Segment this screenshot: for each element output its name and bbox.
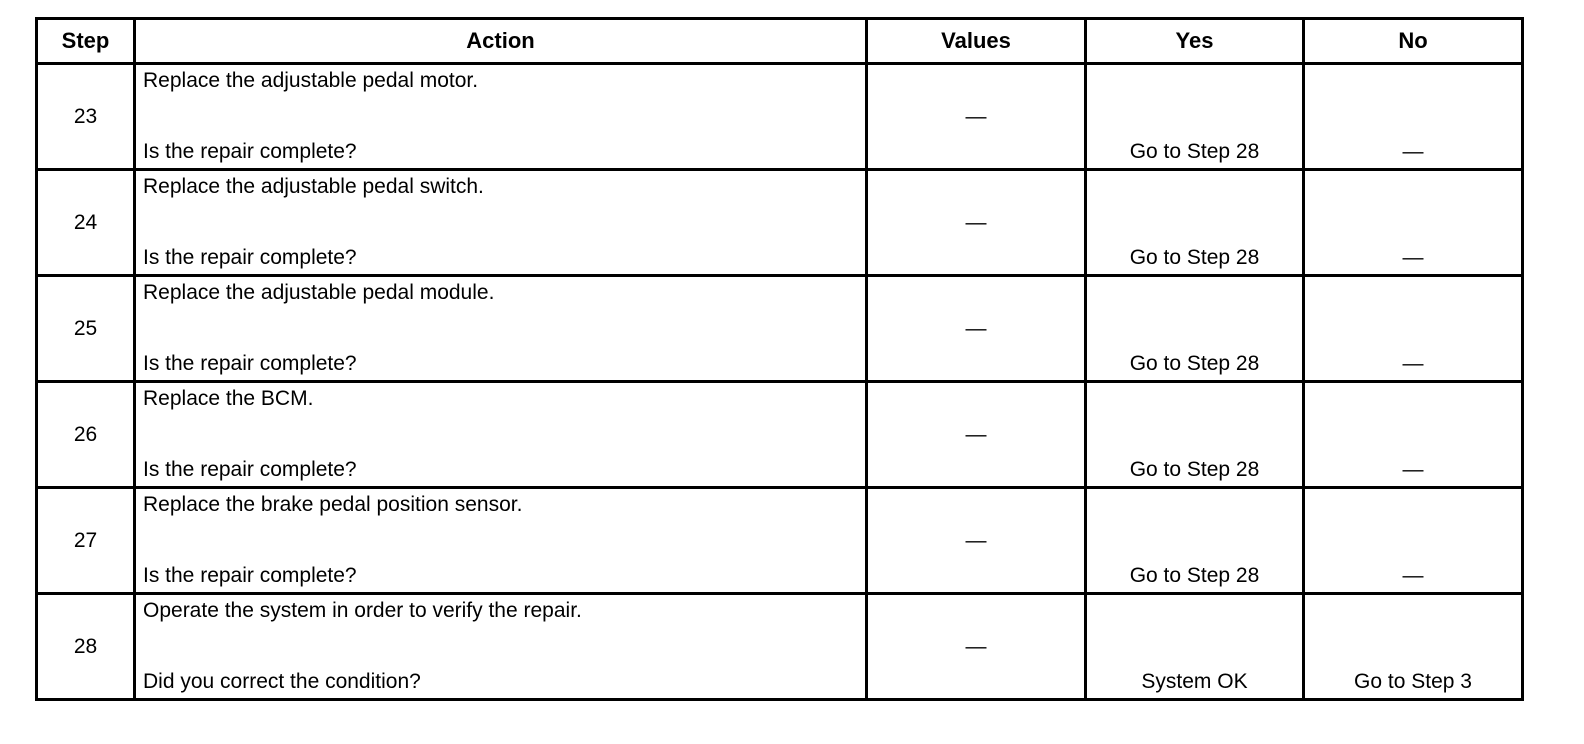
action-instruction: Replace the adjustable pedal motor.: [143, 69, 479, 92]
action-instruction: Operate the system in order to verify the repair.: [143, 599, 582, 622]
yes-result: Go to Step 28: [1129, 246, 1260, 269]
values-cell: —: [867, 594, 1086, 700]
step-number: 27: [37, 488, 135, 594]
header-yes: Yes: [1086, 19, 1304, 64]
step-number: 26: [37, 382, 135, 488]
table-row: [37, 64, 1523, 170]
table-row: [37, 488, 1523, 594]
no-result: Go to Step 3: [1354, 670, 1472, 693]
action-instruction: Replace the adjustable pedal switch.: [143, 175, 484, 198]
action-cell: [135, 64, 867, 170]
action-instruction: Replace the BCM.: [143, 387, 314, 410]
table-row: [37, 276, 1523, 382]
yes-cell: [1086, 382, 1304, 488]
yes-result: Go to Step 28: [1129, 352, 1260, 375]
no-cell: [1304, 276, 1523, 382]
table-row: [37, 594, 1523, 700]
step-number: 24: [37, 170, 135, 276]
no-result: —: [1402, 564, 1424, 587]
yes-result: Go to Step 28: [1129, 564, 1260, 587]
no-cell: [1304, 64, 1523, 170]
yes-cell: [1086, 64, 1304, 170]
values-cell: —: [867, 488, 1086, 594]
yes-result: System OK: [1141, 670, 1248, 693]
table-row: [37, 382, 1523, 488]
no-result: —: [1402, 140, 1424, 163]
values-cell: —: [867, 64, 1086, 170]
step-number: 28: [37, 594, 135, 700]
no-result: —: [1402, 246, 1424, 269]
header-action: Action: [135, 19, 867, 64]
action-cell: [135, 382, 867, 488]
yes-cell: [1086, 594, 1304, 700]
action-cell: [135, 594, 867, 700]
action-cell: [135, 276, 867, 382]
no-result: —: [1402, 352, 1424, 375]
no-cell: [1304, 594, 1523, 700]
header-row: [37, 19, 1523, 64]
action-question: Did you correct the condition?: [143, 670, 421, 693]
action-question: Is the repair complete?: [143, 246, 357, 269]
header-no: No: [1304, 19, 1523, 64]
header-values: Values: [867, 19, 1086, 64]
no-cell: [1304, 488, 1523, 594]
action-question: Is the repair complete?: [143, 564, 357, 587]
step-number: 23: [37, 64, 135, 170]
yes-result: Go to Step 28: [1129, 140, 1260, 163]
action-instruction: Replace the brake pedal position sensor.: [143, 493, 523, 516]
header-step: Step: [37, 19, 135, 64]
values-cell: —: [867, 276, 1086, 382]
action-cell: [135, 488, 867, 594]
no-result: —: [1402, 458, 1424, 481]
action-question: Is the repair complete?: [143, 352, 357, 375]
values-cell: —: [867, 382, 1086, 488]
action-question: Is the repair complete?: [143, 140, 357, 163]
values-cell: —: [867, 170, 1086, 276]
action-instruction: Replace the adjustable pedal module.: [143, 281, 495, 304]
diagnostic-table: [35, 17, 1524, 701]
yes-cell: [1086, 276, 1304, 382]
step-number: 25: [37, 276, 135, 382]
action-question: Is the repair complete?: [143, 458, 357, 481]
yes-cell: [1086, 170, 1304, 276]
yes-cell: [1086, 488, 1304, 594]
action-cell: [135, 170, 867, 276]
table-row: [37, 170, 1523, 276]
no-cell: [1304, 382, 1523, 488]
no-cell: [1304, 170, 1523, 276]
yes-result: Go to Step 28: [1129, 458, 1260, 481]
